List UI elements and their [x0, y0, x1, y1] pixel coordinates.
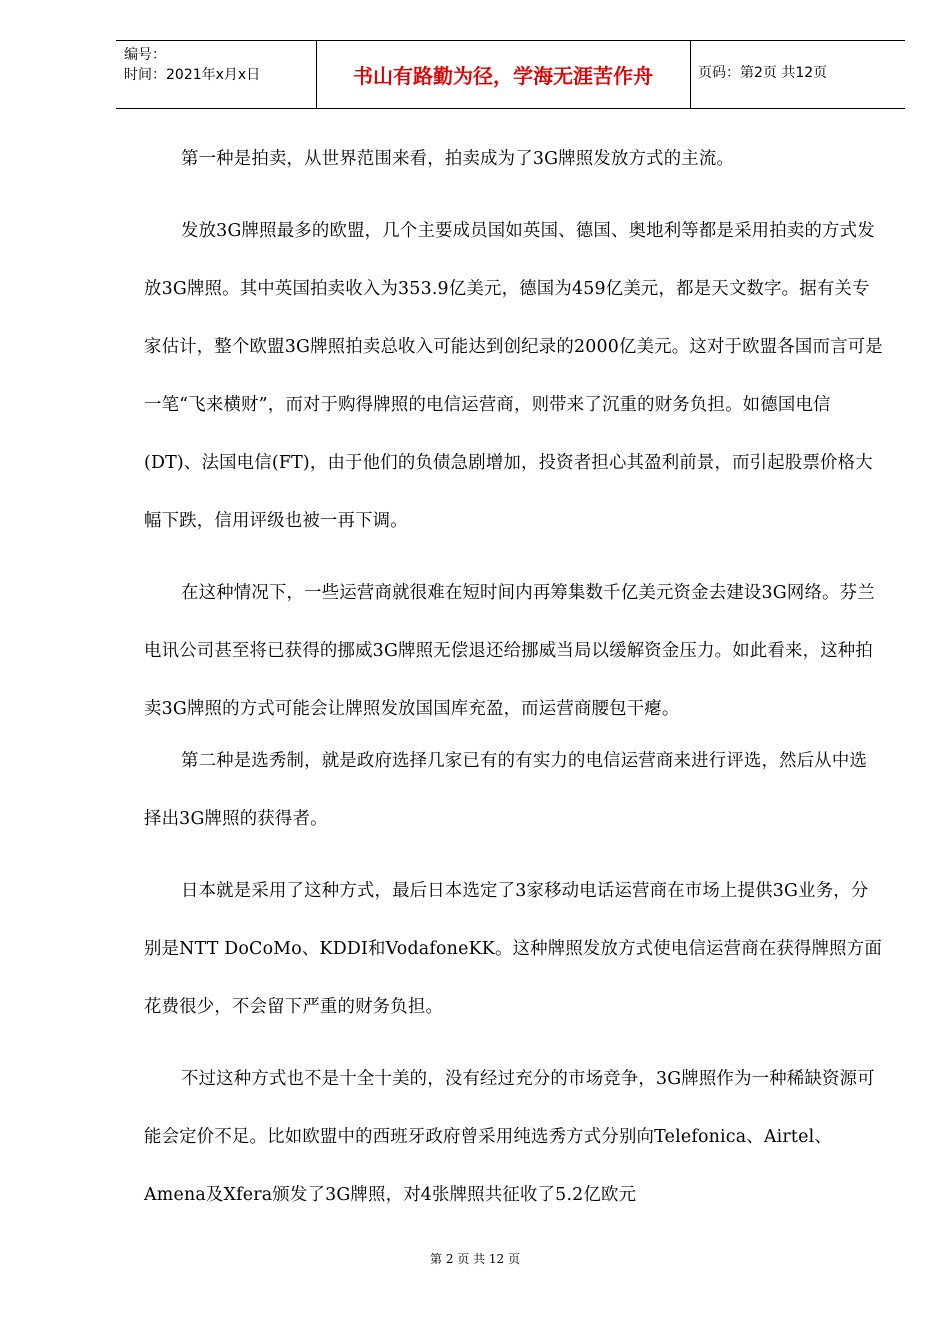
document-body	[144, 130, 884, 1224]
paragraph: 日本就是采用了这种方式，最后日本选定了3家移动电话运营商在市场上提供3G业务，分别是NTT DoCoMo、KDDI和VodafoneKK。这种牌照发放方式使电信运营商在获得牌照方面花费很少，不会留下严重的财务负担。	[144, 881, 882, 1017]
paragraph: 在这种情况下，一些运营商就很难在短时间内再筹集数千亿美元资金去建设3G网络。芬兰电讯公司甚至将已获得的挪威3G牌照无偿退还给挪威当局以缓解资金压力。如此看来，这种拍卖3G牌照的方式可能会让牌照发放国国库充盈，而运营商腰包干瘪。	[144, 583, 875, 719]
header-motto: 书山有路勤为径，学海无涯苦作舟	[353, 64, 653, 88]
paragraph: 发放3G牌照最多的欧盟，几个主要成员国如英国、德国、奥地利等都是采用拍卖的方式发放3G牌照。其中英国拍卖收入为353.9亿美元，德国为459亿美元，都是天文数字。据有关专家估计，整个欧盟3G牌照拍卖总收入可能达到创纪录的2000亿美元。这对于欧盟各国而言可是一笔“飞来横财”，而对于购得牌照的电信运营商，则带来了沉重的财务负担。如德国电信(DT)、法国电信(FT)，由于他们的负债急剧增加，投资者担心其盈利前景，而引起股票价格大幅下跌，信用评级也被一再下调。	[144, 221, 883, 531]
header-table	[116, 40, 905, 109]
header-meta	[124, 45, 260, 85]
paragraph: 不过这种方式也不是十全十美的，没有经过充分的市场竞争，3G牌照作为一种稀缺资源可能会定价不足。比如欧盟中的西班牙政府曾采用纯选秀方式分别向Telefonica、Airtel、Amena及Xfera颁发了3G牌照，对4张牌照共征收了5.2亿欧元	[144, 1069, 875, 1205]
paragraph: 第一种是拍卖，从世界范围来看，拍卖成为了3G牌照发放方式的主流。	[181, 149, 735, 169]
header-page-label: 页码：第2页 共12页	[698, 65, 828, 81]
paragraph: 第二种是选秀制，就是政府选择几家已有的有实力的电信运营商来进行评选，然后从中选择出3G牌照的获得者。	[144, 751, 868, 829]
number-label: 编号：	[124, 47, 166, 63]
header-divider	[690, 41, 691, 108]
page-footer: 第 2 页 共 12 页	[430, 1252, 520, 1266]
time-label: 时间：2021年x月x日	[124, 67, 261, 83]
